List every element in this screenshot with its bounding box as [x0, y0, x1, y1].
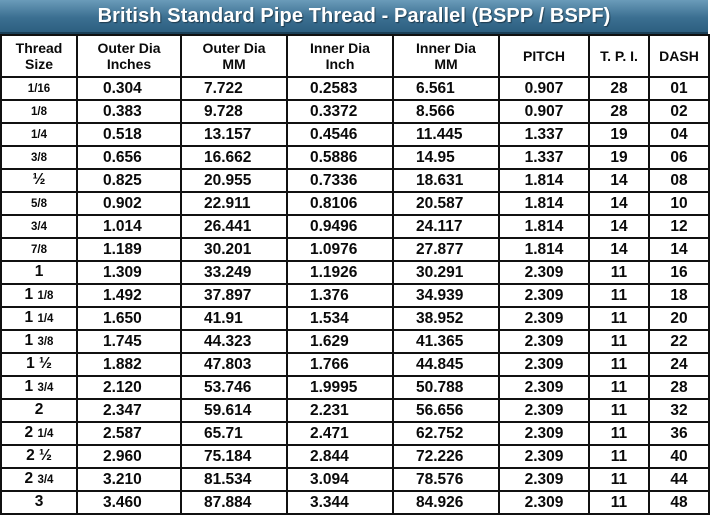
outer-dia-inches-cell: 0.902 — [77, 192, 181, 215]
header-row — [1, 35, 709, 77]
inner-dia-inch-cell: 1.0976 — [287, 238, 393, 261]
thread-size-cell — [1, 445, 77, 468]
table-row — [1, 238, 709, 261]
table-row — [1, 445, 709, 468]
inner-dia-inch-cell: 1.376 — [287, 284, 393, 307]
thread-size-fraction: 1/4 — [31, 129, 47, 141]
dash-cell: 04 — [649, 123, 709, 146]
pitch-cell: 2.309 — [499, 261, 589, 284]
thread-size-cell — [1, 307, 77, 330]
table-row — [1, 468, 709, 491]
thread-table — [0, 34, 710, 515]
outer-dia-inches-cell: 0.825 — [77, 169, 181, 192]
outer-dia-mm-cell: 53.746 — [181, 376, 287, 399]
tpi-cell: 11 — [589, 261, 649, 284]
tpi-cell: 11 — [589, 399, 649, 422]
inner-dia-mm-cell: 62.752 — [393, 422, 499, 445]
outer-dia-inches-cell: 0.518 — [77, 123, 181, 146]
thread-size-fraction: 3/8 — [31, 152, 47, 164]
pitch-cell: 2.309 — [499, 399, 589, 422]
table-row — [1, 307, 709, 330]
outer-dia-inches-cell: 0.304 — [77, 77, 181, 100]
table-row — [1, 422, 709, 445]
dash-cell: 16 — [649, 261, 709, 284]
outer-dia-mm-cell: 87.884 — [181, 491, 287, 514]
pitch-cell: 1.814 — [499, 169, 589, 192]
inner-dia-mm-cell: 72.226 — [393, 445, 499, 468]
inner-dia-mm-cell: 50.788 — [393, 376, 499, 399]
header-outer-dia-inches: Outer Dia Inches — [77, 35, 181, 77]
outer-dia-inches-cell: 1.492 — [77, 284, 181, 307]
inner-dia-mm-cell: 18.631 — [393, 169, 499, 192]
dash-cell: 18 — [649, 284, 709, 307]
table-body — [1, 77, 709, 514]
table-row — [1, 123, 709, 146]
dash-cell: 48 — [649, 491, 709, 514]
inner-dia-mm-cell: 84.926 — [393, 491, 499, 514]
dash-cell: 10 — [649, 192, 709, 215]
pitch-cell: 1.814 — [499, 215, 589, 238]
outer-dia-inches-cell: 2.120 — [77, 376, 181, 399]
tpi-cell: 11 — [589, 307, 649, 330]
tpi-cell: 11 — [589, 284, 649, 307]
dash-cell: 36 — [649, 422, 709, 445]
thread-size-cell — [1, 77, 77, 100]
inner-dia-mm-cell: 20.587 — [393, 192, 499, 215]
tpi-cell: 28 — [589, 100, 649, 123]
table-row — [1, 353, 709, 376]
inner-dia-mm-cell: 6.561 — [393, 77, 499, 100]
thread-size-cell — [1, 330, 77, 353]
tpi-cell: 11 — [589, 491, 649, 514]
pitch-cell: 2.309 — [499, 491, 589, 514]
pitch-cell: 2.309 — [499, 376, 589, 399]
outer-dia-inches-cell: 2.960 — [77, 445, 181, 468]
tpi-cell: 11 — [589, 330, 649, 353]
thread-size-cell — [1, 123, 77, 146]
dash-cell: 08 — [649, 169, 709, 192]
inner-dia-inch-cell: 2.471 — [287, 422, 393, 445]
title-bar — [0, 0, 708, 34]
outer-dia-mm-cell: 16.662 — [181, 146, 287, 169]
outer-dia-mm-cell: 30.201 — [181, 238, 287, 261]
pitch-cell: 0.907 — [499, 100, 589, 123]
inner-dia-inch-cell: 0.5886 — [287, 146, 393, 169]
outer-dia-inches-cell: 1.650 — [77, 307, 181, 330]
outer-dia-mm-cell: 59.614 — [181, 399, 287, 422]
tpi-cell: 19 — [589, 146, 649, 169]
tpi-cell: 11 — [589, 445, 649, 468]
thread-size-cell — [1, 215, 77, 238]
inner-dia-inch-cell: 3.094 — [287, 468, 393, 491]
tpi-cell: 14 — [589, 238, 649, 261]
thread-size-whole: 1 — [24, 309, 38, 326]
header-outer-dia-mm: Outer Dia MM — [181, 35, 287, 77]
pitch-cell: 2.309 — [499, 445, 589, 468]
dash-cell: 44 — [649, 468, 709, 491]
dash-cell: 24 — [649, 353, 709, 376]
dash-cell: 28 — [649, 376, 709, 399]
inner-dia-mm-cell: 56.656 — [393, 399, 499, 422]
pitch-cell: 2.309 — [499, 468, 589, 491]
outer-dia-mm-cell: 20.955 — [181, 169, 287, 192]
header-inner-dia-mm: Inner Dia MM — [393, 35, 499, 77]
inner-dia-mm-cell: 24.117 — [393, 215, 499, 238]
pitch-cell: 2.309 — [499, 307, 589, 330]
outer-dia-inches-cell: 3.210 — [77, 468, 181, 491]
thread-size-cell — [1, 491, 77, 514]
pitch-cell: 2.309 — [499, 353, 589, 376]
thread-size-fraction: 1/8 — [31, 106, 47, 118]
outer-dia-inches-cell: 1.745 — [77, 330, 181, 353]
outer-dia-inches-cell: 1.189 — [77, 238, 181, 261]
outer-dia-mm-cell: 47.803 — [181, 353, 287, 376]
thread-size-cell — [1, 100, 77, 123]
tpi-cell: 11 — [589, 468, 649, 491]
pitch-cell: 2.309 — [499, 422, 589, 445]
inner-dia-mm-cell: 11.445 — [393, 123, 499, 146]
dash-cell: 02 — [649, 100, 709, 123]
inner-dia-inch-cell: 3.344 — [287, 491, 393, 514]
thread-size-cell — [1, 192, 77, 215]
table-row — [1, 215, 709, 238]
pitch-cell: 2.309 — [499, 284, 589, 307]
outer-dia-mm-cell: 65.71 — [181, 422, 287, 445]
thread-size-whole: 1 — [24, 332, 38, 349]
table-row — [1, 77, 709, 100]
thread-size-cell — [1, 238, 77, 261]
thread-size-cell — [1, 169, 77, 192]
pitch-cell: 1.814 — [499, 192, 589, 215]
dash-cell: 32 — [649, 399, 709, 422]
inner-dia-mm-cell: 78.576 — [393, 468, 499, 491]
inner-dia-mm-cell: 38.952 — [393, 307, 499, 330]
outer-dia-mm-cell: 9.728 — [181, 100, 287, 123]
inner-dia-mm-cell: 27.877 — [393, 238, 499, 261]
table-title: British Standard Pipe Thread - Parallel (BSPP / BSPF) — [97, 4, 611, 27]
pitch-cell: 1.337 — [499, 123, 589, 146]
table-row — [1, 491, 709, 514]
tpi-cell: 11 — [589, 376, 649, 399]
outer-dia-mm-cell: 7.722 — [181, 77, 287, 100]
thread-size-cell — [1, 146, 77, 169]
thread-size-whole: 1 — [24, 286, 38, 303]
header-pitch: PITCH — [499, 35, 589, 77]
thread-size-cell — [1, 261, 77, 284]
outer-dia-inches-cell: 0.383 — [77, 100, 181, 123]
thread-size-cell — [1, 468, 77, 491]
dash-cell: 40 — [649, 445, 709, 468]
dash-cell: 06 — [649, 146, 709, 169]
outer-dia-inches-cell: 3.460 — [77, 491, 181, 514]
thread-size-cell — [1, 353, 77, 376]
dash-cell: 12 — [649, 215, 709, 238]
table-row — [1, 146, 709, 169]
inner-dia-inch-cell: 1.629 — [287, 330, 393, 353]
table-row — [1, 169, 709, 192]
outer-dia-inches-cell: 0.656 — [77, 146, 181, 169]
outer-dia-mm-cell: 13.157 — [181, 123, 287, 146]
outer-dia-mm-cell: 44.323 — [181, 330, 287, 353]
outer-dia-mm-cell: 75.184 — [181, 445, 287, 468]
thread-size-whole: 1 — [34, 263, 44, 280]
table-row — [1, 284, 709, 307]
outer-dia-inches-cell: 2.587 — [77, 422, 181, 445]
header-thread-size: Thread Size — [1, 35, 77, 77]
outer-dia-inches-cell: 2.347 — [77, 399, 181, 422]
outer-dia-mm-cell: 33.249 — [181, 261, 287, 284]
outer-dia-inches-cell: 1.309 — [77, 261, 181, 284]
inner-dia-inch-cell: 1.534 — [287, 307, 393, 330]
tpi-cell: 19 — [589, 123, 649, 146]
inner-dia-inch-cell: 0.7336 — [287, 169, 393, 192]
outer-dia-mm-cell: 81.534 — [181, 468, 287, 491]
inner-dia-inch-cell: 0.9496 — [287, 215, 393, 238]
inner-dia-inch-cell: 0.2583 — [287, 77, 393, 100]
inner-dia-inch-cell: 1.9995 — [287, 376, 393, 399]
thread-size-whole: 2 — [24, 470, 38, 487]
table-row — [1, 100, 709, 123]
pitch-cell: 1.814 — [499, 238, 589, 261]
outer-dia-inches-cell: 1.014 — [77, 215, 181, 238]
table-row — [1, 192, 709, 215]
pitch-cell: 2.309 — [499, 330, 589, 353]
inner-dia-inch-cell: 2.231 — [287, 399, 393, 422]
tpi-cell: 11 — [589, 353, 649, 376]
dash-cell: 01 — [649, 77, 709, 100]
outer-dia-mm-cell: 41.91 — [181, 307, 287, 330]
tpi-cell: 14 — [589, 192, 649, 215]
inner-dia-mm-cell: 14.95 — [393, 146, 499, 169]
header-tpi: T. P. I. — [589, 35, 649, 77]
header-dash: DASH — [649, 35, 709, 77]
tpi-cell: 11 — [589, 422, 649, 445]
thread-size-cell — [1, 376, 77, 399]
pitch-cell: 0.907 — [499, 77, 589, 100]
inner-dia-mm-cell: 41.365 — [393, 330, 499, 353]
thread-size-whole: 1 ½ — [26, 355, 52, 372]
inner-dia-inch-cell: 1.766 — [287, 353, 393, 376]
thread-size-whole: 2 ½ — [26, 447, 52, 464]
outer-dia-mm-cell: 37.897 — [181, 284, 287, 307]
header-inner-dia-inch: Inner Dia Inch — [287, 35, 393, 77]
outer-dia-inches-cell: 1.882 — [77, 353, 181, 376]
thread-size-fraction: 3/8 — [37, 336, 54, 348]
inner-dia-inch-cell: 0.3372 — [287, 100, 393, 123]
thread-size-whole: 1 — [24, 378, 38, 395]
inner-dia-inch-cell: 1.1926 — [287, 261, 393, 284]
thread-size-whole: 2 — [24, 424, 38, 441]
thread-size-cell — [1, 422, 77, 445]
table-row — [1, 399, 709, 422]
thread-size-fraction: 3/4 — [37, 382, 54, 394]
table-row — [1, 261, 709, 284]
inner-dia-mm-cell: 30.291 — [393, 261, 499, 284]
table-row — [1, 376, 709, 399]
thread-size-fraction: 3/4 — [37, 474, 54, 486]
dash-cell: 22 — [649, 330, 709, 353]
thread-size-fraction: 3/4 — [31, 221, 47, 233]
thread-size-whole: ½ — [32, 171, 46, 188]
inner-dia-inch-cell: 2.844 — [287, 445, 393, 468]
thread-size-fraction: 1/4 — [37, 313, 54, 325]
tpi-cell: 14 — [589, 215, 649, 238]
thread-size-fraction: 5/8 — [31, 198, 47, 210]
thread-size-fraction: 1/16 — [27, 83, 51, 95]
tpi-cell: 28 — [589, 77, 649, 100]
outer-dia-mm-cell: 26.441 — [181, 215, 287, 238]
tpi-cell: 14 — [589, 169, 649, 192]
thread-size-fraction: 1/4 — [37, 428, 54, 440]
inner-dia-mm-cell: 34.939 — [393, 284, 499, 307]
outer-dia-mm-cell: 22.911 — [181, 192, 287, 215]
inner-dia-mm-cell: 8.566 — [393, 100, 499, 123]
thread-size-fraction: 7/8 — [31, 244, 47, 256]
thread-size-cell — [1, 284, 77, 307]
thread-size-cell — [1, 399, 77, 422]
pitch-cell: 1.337 — [499, 146, 589, 169]
thread-size-fraction: 1/8 — [37, 290, 54, 302]
inner-dia-inch-cell: 0.4546 — [287, 123, 393, 146]
dash-cell: 20 — [649, 307, 709, 330]
inner-dia-mm-cell: 44.845 — [393, 353, 499, 376]
dash-cell: 14 — [649, 238, 709, 261]
table-row — [1, 330, 709, 353]
thread-size-whole: 3 — [34, 493, 44, 510]
inner-dia-inch-cell: 0.8106 — [287, 192, 393, 215]
thread-size-whole: 2 — [34, 401, 44, 418]
